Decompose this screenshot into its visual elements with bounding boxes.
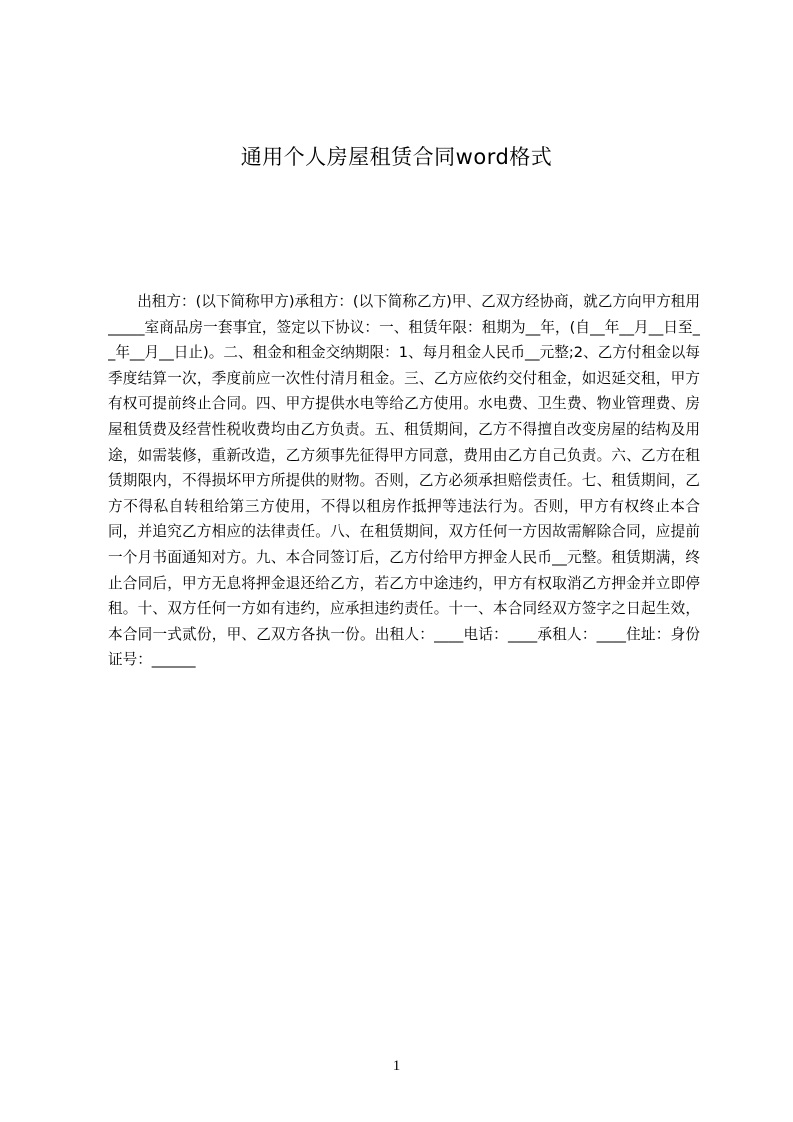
- page-number: 1: [392, 1058, 401, 1074]
- document-title: 通用个人房屋租赁合同word格式: [240, 145, 553, 169]
- contract-body-text: 出租方：(以下简称甲方)承租方：(以下简称乙方)甲、乙双方经协商，就乙方向甲方租用_____室商品房一套事宜，签定以下协议：一、租赁年限：租期为__年，(自__年__月__日至__年__月__日止)。二、租金和租金交纳期限：1、每月租金人民币__元整;2、乙方付租金以每季度结算一次，季度前应一次性付清月租金。三、乙方应依约交付租金，如迟延交租，甲方有权可提前终止合同。四、甲方提供水电等给乙方使用。水电费、卫生费、物业管理费、房屋租赁费及经营性税收费均由乙方负责。五、租赁期间，乙方不得擅自改变房屋的结构及用途，如需装修，重新改造，乙方须事先征得甲方同意，费用由乙方自己负责。六、乙方在租赁期限内，不得损坏甲方所提供的财物。否则，乙方必须承担赔偿责任。七、租赁期间，乙方不得私自转租给第三方使用，不得以租房作抵押等违法行为。否则，甲方有权终止本合同，并追究乙方相应的法律责任。八、在租赁期间，双方任何一方因故需解除合同，应提前一个月书面通知对方。九、本合同签订后，乙方付给甲方押金人民币__元整。租赁期满，终止合同后，甲方无息将押金退还给乙方，若乙方中途违约，甲方有权取消乙方押金并立即停租。十、双方任何一方如有违约，应承担违约责任。十一、本合同经双方签字之日起生效，本合同一式贰份，甲、乙双方各执一份。出租人：____电话：____承租人：____住址：身份证号：______: [108, 293, 700, 669]
